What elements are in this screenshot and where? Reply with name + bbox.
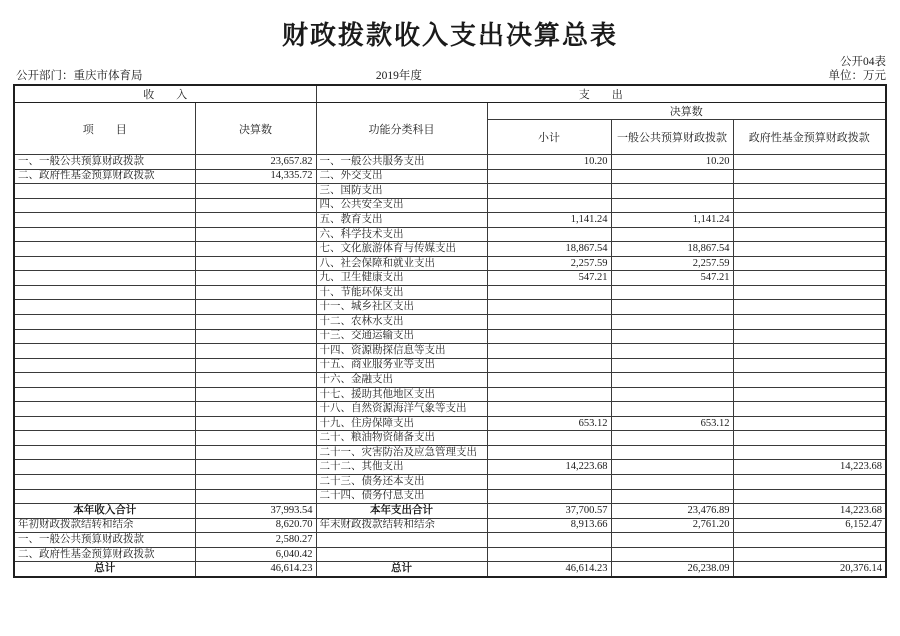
table-row	[14, 184, 886, 199]
general-fund-amount-cell	[611, 227, 733, 242]
table-row	[14, 373, 886, 388]
expense-subtotal-cell: 10.20	[487, 155, 611, 170]
income-amount-cell: 2,580.27	[195, 533, 316, 548]
general-fund-amount-cell: 23,476.89	[611, 504, 733, 519]
income-amount-cell	[195, 358, 316, 373]
income-item-cell	[14, 460, 195, 475]
table-row	[14, 285, 886, 300]
gov-fund-amount-cell	[733, 445, 886, 460]
income-item-cell	[14, 285, 195, 300]
income-item-cell	[14, 358, 195, 373]
gov-fund-amount-cell	[733, 329, 886, 344]
income-amount-cell	[195, 416, 316, 431]
expense-subtotal-cell: 1,141.24	[487, 213, 611, 228]
income-item-cell	[14, 315, 195, 330]
expense-subtotal-cell	[487, 300, 611, 315]
income-item-cell	[14, 184, 195, 199]
expense-subtotal-cell: 18,867.54	[487, 242, 611, 257]
income-amount-cell	[195, 445, 316, 460]
income-item-cell: 年初财政拨款结转和结余	[14, 518, 195, 533]
income-amount-cell	[195, 373, 316, 388]
income-item-cell: 二、政府性基金预算财政拨款	[14, 169, 195, 184]
department-label: 公开部门：重庆市体育局	[16, 70, 143, 82]
general-fund-amount-cell: 547.21	[611, 271, 733, 286]
expense-subtotal-cell	[487, 387, 611, 402]
table-row	[14, 198, 886, 213]
general-fund-amount-cell	[611, 169, 733, 184]
expense-subtotal-cell: 547.21	[487, 271, 611, 286]
gov-fund-amount-cell	[733, 358, 886, 373]
income-amount-cell	[195, 271, 316, 286]
gov-fund-amount-cell	[733, 402, 886, 417]
expense-item-cell: 五、教育支出	[316, 213, 487, 228]
income-amount-cell	[195, 198, 316, 213]
table-row	[14, 416, 886, 431]
expense-item-cell	[316, 547, 487, 562]
expense-subtotal-cell	[487, 402, 611, 417]
table-row	[14, 242, 886, 257]
gov-fund-amount-cell	[733, 475, 886, 490]
expense-item-cell: 九、卫生健康支出	[316, 271, 487, 286]
general-fund-amount-cell	[611, 285, 733, 300]
income-item-cell	[14, 373, 195, 388]
general-fund-amount-cell	[611, 198, 733, 213]
income-amount-cell	[195, 387, 316, 402]
general-fund-amount-cell: 653.12	[611, 416, 733, 431]
table-row	[14, 460, 886, 475]
expense-item-cell: 十、节能环保支出	[316, 285, 487, 300]
income-amount-cell	[195, 285, 316, 300]
table-row	[14, 300, 886, 315]
gov-fund-amount-cell: 6,152.47	[733, 518, 886, 533]
income-item-cell: 一、一般公共预算财政拨款	[14, 155, 195, 170]
table-row	[14, 344, 886, 359]
expense-section-header: 支 出	[316, 85, 886, 103]
general-fund-amount-cell	[611, 329, 733, 344]
expense-item-cell: 六、科学技术支出	[316, 227, 487, 242]
expense-item-cell: 二十三、债务还本支出	[316, 475, 487, 490]
col-header-final-group: 决算数	[487, 103, 886, 120]
expense-item-cell: 二十一、灾害防治及应急管理支出	[316, 445, 487, 460]
gov-fund-amount-cell	[733, 242, 886, 257]
expense-subtotal-cell	[487, 358, 611, 373]
income-amount-cell	[195, 227, 316, 242]
expense-subtotal-cell: 653.12	[487, 416, 611, 431]
income-amount-cell	[195, 242, 316, 257]
expense-subtotal-cell	[487, 184, 611, 199]
income-amount-cell	[195, 184, 316, 199]
income-section-header: 收 入	[14, 85, 316, 103]
expense-subtotal-cell: 8,913.66	[487, 518, 611, 533]
expense-subtotal-cell	[487, 489, 611, 504]
table-row	[14, 358, 886, 373]
gov-fund-amount-cell	[733, 344, 886, 359]
expense-subtotal-cell	[487, 169, 611, 184]
table-row	[14, 155, 886, 170]
table-row	[14, 504, 886, 519]
general-fund-amount-cell	[611, 358, 733, 373]
income-amount-cell	[195, 460, 316, 475]
gov-fund-amount-cell	[733, 184, 886, 199]
table-row	[14, 271, 886, 286]
gov-fund-amount-cell	[733, 489, 886, 504]
general-fund-amount-cell	[611, 387, 733, 402]
expense-subtotal-cell	[487, 445, 611, 460]
expense-subtotal-cell	[487, 533, 611, 548]
table-row	[14, 402, 886, 417]
general-fund-amount-cell: 2,761.20	[611, 518, 733, 533]
table-row	[14, 256, 886, 271]
expense-subtotal-cell: 46,614.23	[487, 562, 611, 577]
general-fund-amount-cell	[611, 300, 733, 315]
gov-fund-amount-cell	[733, 213, 886, 228]
table-code: 公开04表	[840, 56, 886, 68]
table-row	[14, 445, 886, 460]
expense-item-cell: 一、一般公共服务支出	[316, 155, 487, 170]
expense-subtotal-cell	[487, 329, 611, 344]
general-fund-amount-cell	[611, 402, 733, 417]
table-row	[14, 213, 886, 228]
table-row	[14, 533, 886, 548]
gov-fund-amount-cell	[733, 315, 886, 330]
expense-item-cell: 十九、住房保障支出	[316, 416, 487, 431]
expense-item-cell: 二十二、其他支出	[316, 460, 487, 475]
table-row	[14, 387, 886, 402]
income-item-cell	[14, 402, 195, 417]
gov-fund-amount-cell: 14,223.68	[733, 504, 886, 519]
expense-item-cell: 八、社会保障和就业支出	[316, 256, 487, 271]
income-item-cell: 总计	[14, 562, 195, 577]
unit-label: 单位：万元	[828, 70, 886, 82]
income-amount-cell	[195, 475, 316, 490]
income-amount-cell	[195, 402, 316, 417]
income-item-cell: 本年收入合计	[14, 504, 195, 519]
table-row	[14, 518, 886, 533]
expense-item-cell: 十五、商业服务业等支出	[316, 358, 487, 373]
general-fund-amount-cell	[611, 315, 733, 330]
income-amount-cell	[195, 329, 316, 344]
income-amount-cell: 23,657.82	[195, 155, 316, 170]
income-item-cell: 二、政府性基金预算财政拨款	[14, 547, 195, 562]
gov-fund-amount-cell	[733, 373, 886, 388]
expense-item-cell: 总计	[316, 562, 487, 577]
expense-item-cell: 十四、资源勘探信息等支出	[316, 344, 487, 359]
expense-item-cell: 本年支出合计	[316, 504, 487, 519]
gov-fund-amount-cell: 14,223.68	[733, 460, 886, 475]
section-band-row	[14, 85, 886, 103]
expense-item-cell: 十七、援助其他地区支出	[316, 387, 487, 402]
col-header-general-fund: 一般公共预算财政拨款	[611, 120, 733, 155]
income-amount-cell	[195, 344, 316, 359]
income-item-cell	[14, 416, 195, 431]
income-item-cell	[14, 256, 195, 271]
gov-fund-amount-cell	[733, 387, 886, 402]
expense-item-cell: 三、国防支出	[316, 184, 487, 199]
general-fund-amount-cell: 1,141.24	[611, 213, 733, 228]
income-amount-cell: 14,335.72	[195, 169, 316, 184]
expense-item-cell: 十二、农林水支出	[316, 315, 487, 330]
gov-fund-amount-cell	[733, 198, 886, 213]
general-fund-amount-cell	[611, 445, 733, 460]
expense-item-cell: 二、外交支出	[316, 169, 487, 184]
income-amount-cell: 37,993.54	[195, 504, 316, 519]
income-item-cell	[14, 445, 195, 460]
expense-subtotal-cell	[487, 198, 611, 213]
general-fund-amount-cell	[611, 184, 733, 199]
gov-fund-amount-cell	[733, 155, 886, 170]
income-item-cell: 一、一般公共预算财政拨款	[14, 533, 195, 548]
gov-fund-amount-cell: 20,376.14	[733, 562, 886, 577]
income-amount-cell: 46,614.23	[195, 562, 316, 577]
col-header-subtotal: 小计	[487, 120, 611, 155]
col-header-item: 项 目	[14, 103, 195, 155]
income-amount-cell: 6,040.42	[195, 547, 316, 562]
income-amount-cell	[195, 315, 316, 330]
table-row	[14, 315, 886, 330]
expense-subtotal-cell	[487, 373, 611, 388]
expense-item-cell: 年末财政拨款结转和结余	[316, 518, 487, 533]
expense-item-cell: 二十、粮油物资储备支出	[316, 431, 487, 446]
gov-fund-amount-cell	[733, 169, 886, 184]
table-row	[14, 475, 886, 490]
budget-table	[13, 84, 887, 578]
general-fund-amount-cell	[611, 344, 733, 359]
gov-fund-amount-cell	[733, 271, 886, 286]
income-item-cell	[14, 300, 195, 315]
table-row	[14, 169, 886, 184]
expense-subtotal-cell	[487, 547, 611, 562]
expense-subtotal-cell	[487, 285, 611, 300]
page-title: 财政拨款收入支出决算总表	[281, 21, 618, 51]
table-row	[14, 562, 886, 577]
expense-item-cell: 十一、城乡社区支出	[316, 300, 487, 315]
expense-subtotal-cell	[487, 315, 611, 330]
expense-subtotal-cell: 37,700.57	[487, 504, 611, 519]
expense-subtotal-cell	[487, 475, 611, 490]
income-amount-cell	[195, 256, 316, 271]
table-body	[14, 155, 886, 577]
expense-subtotal-cell	[487, 431, 611, 446]
income-item-cell	[14, 242, 195, 257]
gov-fund-amount-cell	[733, 227, 886, 242]
income-item-cell	[14, 387, 195, 402]
col-header-income-final: 决算数	[195, 103, 316, 155]
income-item-cell	[14, 475, 195, 490]
income-amount-cell	[195, 431, 316, 446]
table-row	[14, 547, 886, 562]
general-fund-amount-cell	[611, 533, 733, 548]
general-fund-amount-cell	[611, 460, 733, 475]
gov-fund-amount-cell	[733, 431, 886, 446]
table-header	[14, 85, 886, 155]
income-item-cell	[14, 489, 195, 504]
general-fund-amount-cell	[611, 475, 733, 490]
col-header-function: 功能分类科目	[316, 103, 487, 155]
expense-item-cell: 十三、交通运输支出	[316, 329, 487, 344]
expense-item-cell: 十八、自然资源海洋气象等支出	[316, 402, 487, 417]
income-item-cell	[14, 329, 195, 344]
general-fund-amount-cell: 26,238.09	[611, 562, 733, 577]
expense-item-cell: 二十四、债务付息支出	[316, 489, 487, 504]
expense-item-cell	[316, 533, 487, 548]
gov-fund-amount-cell	[733, 416, 886, 431]
fiscal-year-label: 2019年度	[375, 70, 422, 82]
gov-fund-amount-cell	[733, 300, 886, 315]
col-header-gov-fund: 政府性基金预算财政拨款	[733, 120, 886, 155]
income-item-cell	[14, 213, 195, 228]
expense-subtotal-cell	[487, 227, 611, 242]
meta-row	[14, 69, 886, 84]
income-item-cell	[14, 198, 195, 213]
gov-fund-amount-cell	[733, 256, 886, 271]
expense-item-cell: 四、公共安全支出	[316, 198, 487, 213]
general-fund-amount-cell	[611, 489, 733, 504]
income-amount-cell: 8,620.70	[195, 518, 316, 533]
general-fund-amount-cell: 2,257.59	[611, 256, 733, 271]
expense-subtotal-cell: 14,223.68	[487, 460, 611, 475]
expense-item-cell: 七、文化旅游体育与传媒支出	[316, 242, 487, 257]
income-amount-cell	[195, 300, 316, 315]
table-row	[14, 431, 886, 446]
expense-subtotal-cell	[487, 344, 611, 359]
table-row	[14, 489, 886, 504]
income-amount-cell	[195, 489, 316, 504]
income-item-cell	[14, 344, 195, 359]
income-item-cell	[14, 431, 195, 446]
general-fund-amount-cell	[611, 431, 733, 446]
column-header-row-1	[14, 103, 886, 120]
expense-subtotal-cell: 2,257.59	[487, 256, 611, 271]
income-amount-cell	[195, 213, 316, 228]
income-item-cell	[14, 271, 195, 286]
table-row	[14, 329, 886, 344]
gov-fund-amount-cell	[733, 547, 886, 562]
expense-item-cell: 十六、金融支出	[316, 373, 487, 388]
general-fund-amount-cell	[611, 373, 733, 388]
table-row	[14, 227, 886, 242]
gov-fund-amount-cell	[733, 533, 886, 548]
gov-fund-amount-cell	[733, 285, 886, 300]
general-fund-amount-cell	[611, 547, 733, 562]
general-fund-amount-cell: 10.20	[611, 155, 733, 170]
general-fund-amount-cell: 18,867.54	[611, 242, 733, 257]
income-item-cell	[14, 227, 195, 242]
